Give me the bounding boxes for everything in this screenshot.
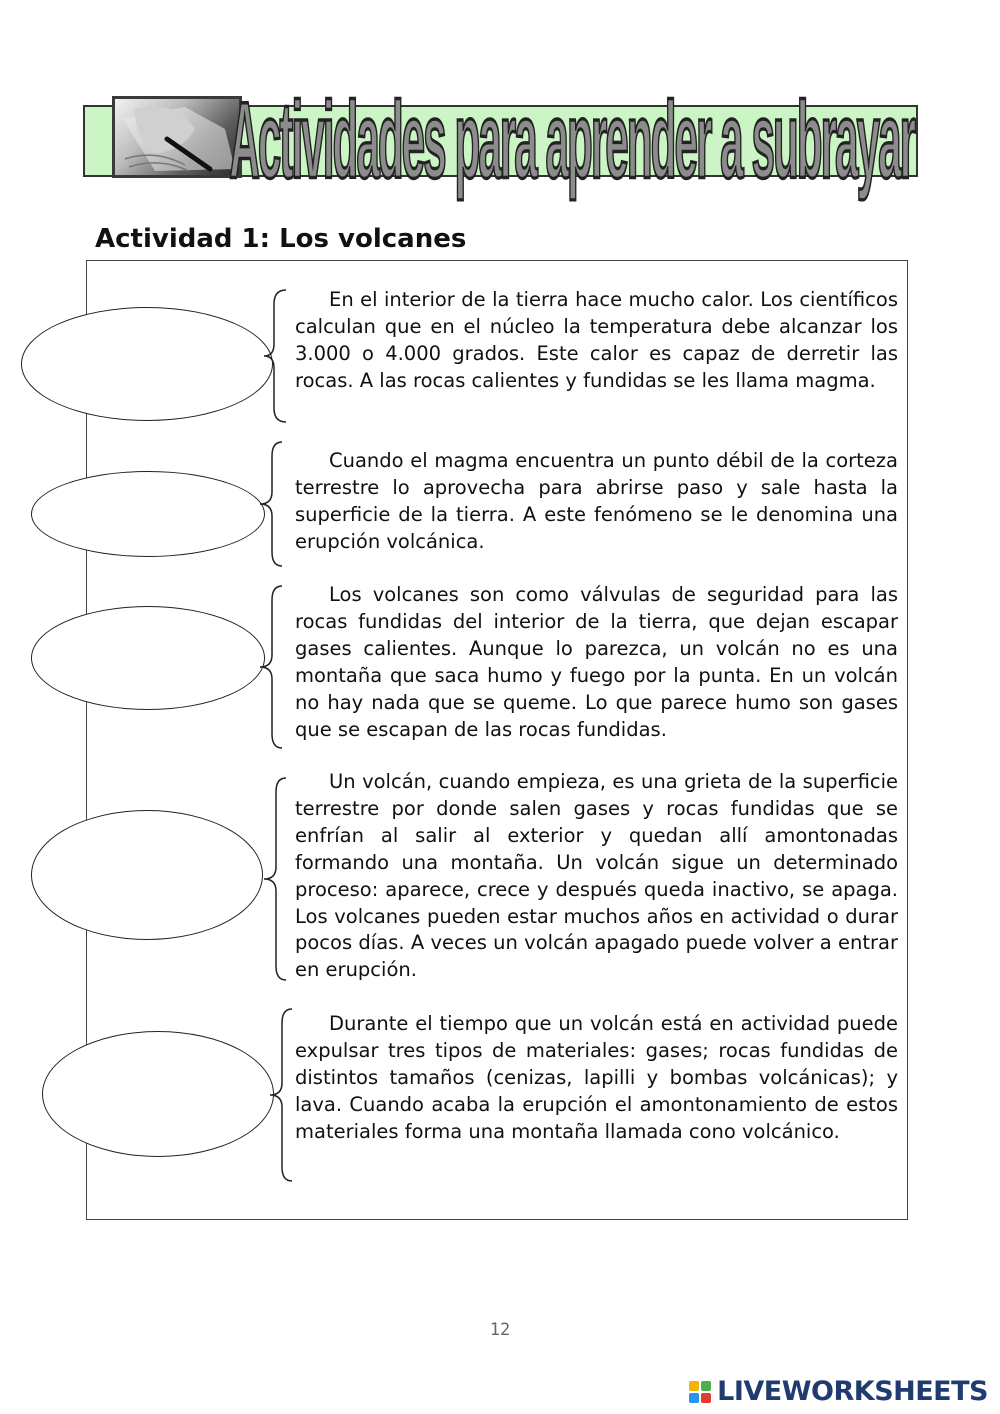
answer-oval-2[interactable]	[31, 471, 265, 557]
brace-3	[258, 584, 288, 750]
answer-oval-3[interactable]	[31, 606, 265, 710]
page-number: 12	[489, 1320, 511, 1340]
activity-title: Actividad 1: Los volcanes	[95, 224, 467, 254]
brace-4	[262, 776, 292, 982]
liveworksheets-logo-icon	[689, 1381, 711, 1403]
answer-oval-4[interactable]	[31, 810, 263, 940]
brace-5	[268, 1007, 298, 1183]
brace-2	[258, 440, 288, 568]
hand-writing-photo	[112, 96, 242, 178]
paragraph-1: En el interior de la tierra hace mucho calor. Los científicos calculan que en el núcleo la temperatura debe alcanzar los 3.000 o 4.000 grados. Este calor es capaz de derretir las rocas. A las rocas calientes y fundidas se les llama magma.	[295, 288, 898, 392]
paragraph-3: Los volcanes son como válvulas de seguridad para las rocas fundidas del interior de la tierra, que dejan escapar gases calientes. Aunque lo parezca, un volcán no es una montaña que saca humo y fuego por la punta. En un volcán no hay nada que se queme. Lo que parece humo son gases que se escapan de las rocas fundidas.	[295, 583, 898, 741]
answer-oval-1[interactable]	[21, 307, 273, 421]
page-title: Actividades para aprender a subrayar	[229, 78, 915, 202]
liveworksheets-brand[interactable]	[689, 1376, 988, 1407]
answer-oval-5[interactable]	[42, 1031, 274, 1157]
brace-1	[262, 288, 292, 424]
paragraph-2: Cuando el magma encuentra un punto débil de la corteza terrestre lo aprovecha para abrirse paso y sale hasta la superficie de la tierra. A este fenómeno se le denomina una erupción volcánica.	[295, 449, 898, 553]
paragraph-5: Durante el tiempo que un volcán está en actividad puede expulsar tres tipos de materiales: gases; rocas fundidas de distintos tamaños (cenizas, lapilli y bombas volcánicas); y lava. Cuando acaba la erupción el amontonamiento de estos materiales forma una montaña llamada cono volcánico.	[295, 1012, 898, 1143]
paragraph-4: Un volcán, cuando empieza, es una grieta de la superficie terrestre por donde salen gases y rocas fundidas que se enfrían al salir al exterior y quedan allí amontonadas formando una montaña. Un volcán sigue un determinado proceso: aparece, crece y después queda inactivo, se apaga. Los volcanes pueden estar muchos años en actividad o durar pocos días. A veces un volcán apagado puede volver a entrar en erupción.	[295, 770, 898, 982]
pen-in-hand-icon	[115, 99, 239, 175]
brand-name: LIVEWORKSHEETS	[717, 1376, 988, 1407]
